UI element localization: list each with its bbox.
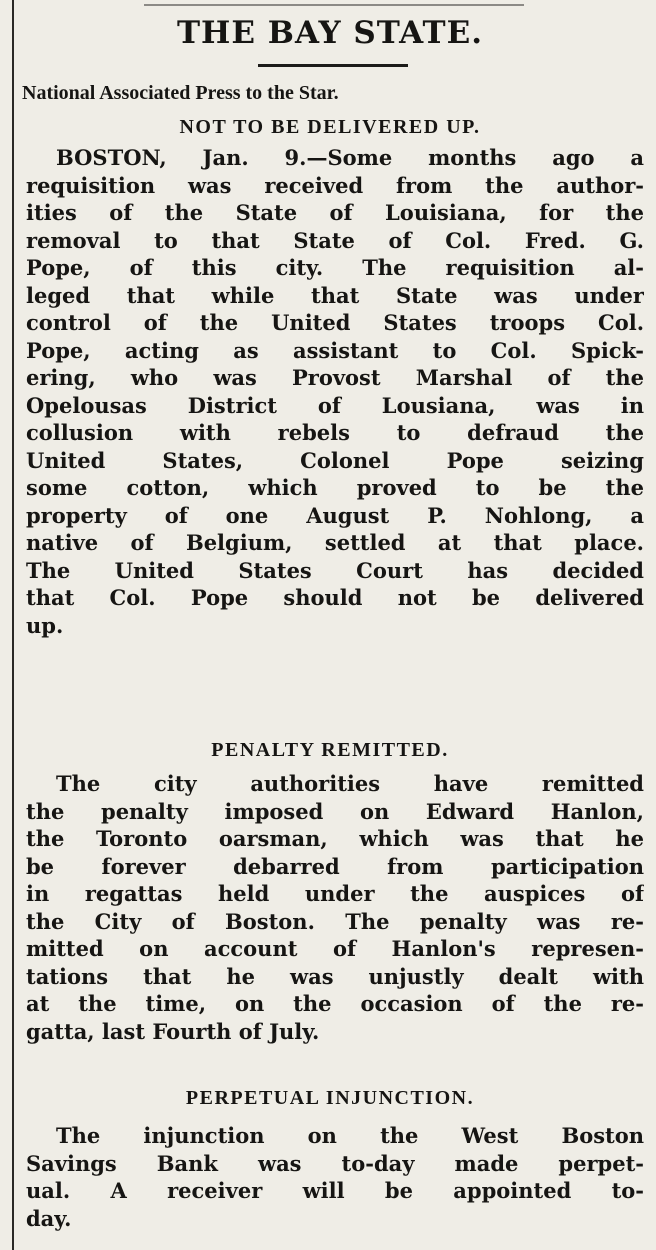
text-line: the penalty imposed on Edward Hanlon, <box>26 798 644 824</box>
top-rule <box>144 0 524 6</box>
text-line: The city authorities have remitted <box>56 771 644 796</box>
text-line: collusion with rebels to defraud the <box>26 420 644 445</box>
text-line: up. <box>26 612 64 638</box>
text-line: property of one August P. Nohlong, a <box>26 502 644 528</box>
text-line: tations that he was unjustly dealt with <box>26 963 644 989</box>
subhead-not-to-be-delivered: NOT TO BE DELIVERED UP. <box>179 116 481 138</box>
article-paragraph <box>26 1122 644 1232</box>
subhead-perpetual-injunction: PERPETUAL INJUNCTION. <box>185 1087 475 1109</box>
headline-rule <box>258 64 408 67</box>
text-line: be forever debarred from participation <box>26 853 644 879</box>
text-line: Pope, acting as assistant to Col. Spick- <box>26 337 644 363</box>
text-line: in regattas held under the auspices of <box>26 881 644 906</box>
article-paragraph <box>26 144 644 639</box>
text-line: Pope, of this city. The requisition al- <box>26 255 644 280</box>
text-line: The injunction on the West Boston <box>56 1123 644 1148</box>
subhead-penalty-remitted: PENALTY REMITTED. <box>211 739 449 761</box>
text-line: Opelousas District of Lousiana, was in <box>26 392 644 418</box>
article-paragraph <box>26 770 644 1045</box>
headline: THE BAY STATE. <box>176 15 484 51</box>
text-line: ering, who was Provost Marshal of the <box>26 365 644 390</box>
text-line: control of the United States troops Col. <box>26 310 644 335</box>
text-line: at the time, on the occasion of the re- <box>26 991 644 1016</box>
text-line: Savings Bank was to-day made perpet- <box>26 1150 644 1176</box>
text-line: The United States Court has decided <box>26 557 644 583</box>
text-line: day. <box>26 1205 72 1231</box>
text-line: the Toronto oarsman, which was that he <box>26 826 644 851</box>
text-line: mitted on account of Hanlon's represen- <box>26 936 644 961</box>
text-line: some cotton, which proved to be the <box>26 475 644 500</box>
text-line: ual. A receiver will be appointed to- <box>26 1178 644 1203</box>
press-credit: National Associated Press to the Star. <box>22 82 339 104</box>
text-line: gatta, last Fourth of July. <box>26 1018 320 1044</box>
text-line: that Col. Pope should not be delivered <box>26 585 644 610</box>
text-line: BOSTON, Jan. 9.—Some months ago a <box>56 145 644 170</box>
text-line: leged that while that State was under <box>26 282 644 308</box>
text-line: United States, Colonel Pope seizing <box>26 447 644 473</box>
text-line: the City of Boston. The penalty was re- <box>26 908 644 934</box>
text-line: native of Belgium, settled at that place. <box>26 530 644 555</box>
text-line: ities of the State of Louisiana, for the <box>26 200 644 225</box>
text-line: removal to that State of Col. Fred. G. <box>26 227 644 253</box>
newspaper-column <box>12 0 644 1250</box>
text-line: requisition was received from the author- <box>26 172 644 198</box>
